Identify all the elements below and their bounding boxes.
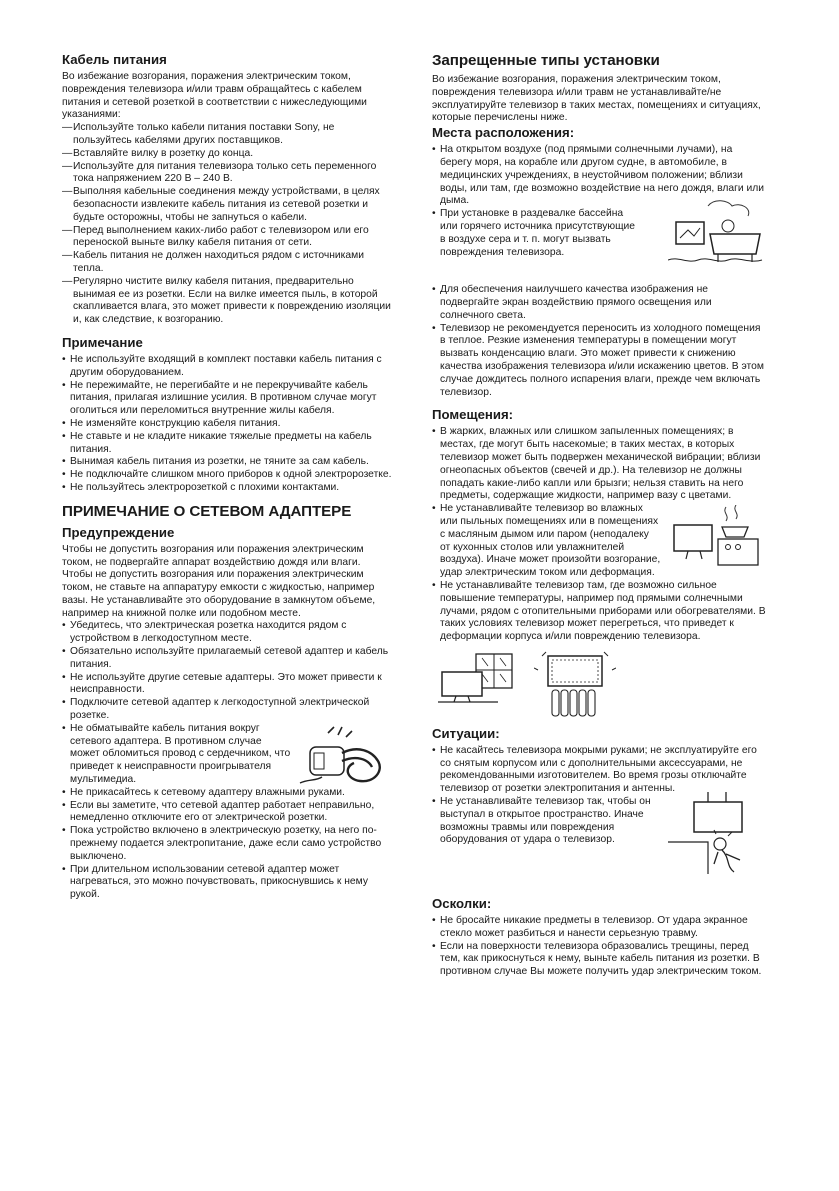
list-item: • Не касайтесь телевизора мокрыми руками; не эксплуатируйте его со снятым корпусом или с дополнительными аксессуарами, не рекомендованными изготовителем. Во время грозы отключайте телевизор от розетки электропитания и антенны. [432, 745, 767, 796]
list-item: • Не устанавливайте телевизор во влажных или пыльных помещениях или в помещениях с масляным дымом или паром (неподалеку от кухонных столов или увлажнителей воздуха). Иначе может произойти возгорание, удар электрическим током или деформация. [432, 503, 662, 580]
rooms-heading: Помещения: [432, 407, 514, 423]
adapter-heading: ПРИМЕЧАНИЕ О СЕТЕВОМ АДАПТЕРЕ [62, 502, 352, 520]
list-item: • Не устанавливайте телевизор там, где возможно сильное повышение температуры, например под прямыми солнечными лучами, рядом с отопительными приборами или обогревателями. В таких условиях телевизор может перегреться, что приведет к деформации корпуса и/или повреждению телевизора. [432, 580, 767, 644]
list-item: • При длительном использовании сетевой адаптер может нагреваться, это можно почувствовать, прикоснувшись к нему рукой. [62, 864, 392, 902]
adapter-pic-item-wrap [62, 723, 392, 787]
fragments-list [432, 915, 767, 979]
right-column [432, 52, 767, 987]
list-item: — Используйте только кабели питания поставки Sony, не пользуйтесь кабелями других поставщиков. [62, 122, 392, 148]
protrude-item-wrap [432, 796, 767, 882]
rooms-list [432, 426, 767, 503]
warning-heading: Предупреждение [62, 524, 175, 540]
heat-illustrations [438, 650, 767, 718]
warning-paragraph-2: Чтобы не допустить возгорания или поражения электрическим током, не ставьте на аппаратуру емкости с жидкостью, например вазы. Не устанавливайте это оборудование в замкнутом объеме, например на книжной полке или подобном месте. [62, 569, 376, 619]
note-section [62, 335, 392, 495]
list-item: • Не пережимайте, не перегибайте и не перекручивайте кабель питания, прилагая излишние усилия. В противном случае могут оголиться или переломиться внутренние жилы кабеля. [62, 380, 392, 418]
adapter-list-b [62, 787, 392, 902]
situations-section [432, 726, 767, 882]
adapter-cable-illustration [298, 725, 390, 793]
bath-tv-illustration [668, 194, 764, 270]
list-item: • Пока устройство включено в электрическую розетку, на него по-прежнему подается электропитание, даже если само устройство выключено. [62, 825, 392, 863]
note-list [62, 354, 392, 495]
list-item: • Не бросайте никакие предметы в телевизор. От удара экранное стекло может разбиться и нанести серьезную травму. [432, 915, 767, 941]
locations-list-2 [432, 284, 767, 399]
list-item: — Перед выполнением каких-либо работ с телевизором или его переноской выньте вилку кабеля питания от сети. [62, 225, 392, 251]
list-item: • При установке в раздевалке бассейна или горячего источника присутствующие в воздухе сера и т. п. могут вызвать повреждения телевизора. [432, 208, 642, 259]
locations-section [432, 125, 767, 399]
prohibited-intro: Во избежание возгорания, поражения электрическим током, повреждения телевизора и/или травм не устанавливайте/не эксплуатируйте телевизор в таких местах, помещениях и ситуациях, которые перечислены ниже. [432, 74, 761, 124]
list-item: • Не ставьте и не кладите никакие тяжелые предметы на кабель питания. [62, 431, 392, 457]
list-item: • Не подключайте слишком много приборов к одной электророзетке. [62, 469, 392, 482]
list-item: • Для обеспечения наилучшего качества изображения не подвергайте экран воздействию прямого освещения или солнечного света. [432, 284, 767, 322]
protrude-list [432, 796, 662, 847]
list-item: • Не пользуйтесь электророзеткой с плохими контактами. [62, 482, 392, 495]
list-item: • Не прикасайтесь к сетевому адаптеру влажными руками. [62, 787, 392, 800]
kitchen-tv-illustration [670, 505, 760, 567]
adapter-pic-list [62, 723, 292, 787]
power-cable-heading: Кабель питания [62, 52, 167, 67]
list-item: • Не обматывайте кабель питания вокруг сетевого адаптера. В противном случае может обломиться провод с сердечником, что приведет к неисправности проигрывателя мультимедиа. [62, 723, 292, 787]
list-item: — Кабель питания не должен находиться рядом с источниками тепла. [62, 250, 392, 276]
adapter-cable-icon [298, 725, 390, 793]
list-item: — Регулярно чистите вилку кабеля питания, предварительно вынимая ее из розетки. Если на вилке имеется пыль, в которой скапливается влага, это может привести к повреждению изоляции и, как следствие, к возгоранию. [62, 276, 392, 327]
kitchen-icon [670, 505, 760, 567]
kitchen-item-wrap [432, 503, 767, 580]
note-heading: Примечание [62, 334, 143, 350]
pool-item-wrap [432, 208, 767, 270]
rooms-list-2 [432, 580, 767, 644]
list-item: • Обязательно используйте прилагаемый сетевой адаптер и кабель питания. [62, 646, 392, 672]
list-item: • Не изменяйте конструкцию кабеля питания. [62, 418, 392, 431]
list-item: • Не используйте входящий в комплект поставки кабель питания с другим оборудованием. [62, 354, 392, 380]
sunlight-window-icon [438, 650, 516, 706]
power-cable-section [62, 52, 392, 327]
locations-heading: Места расположения: [432, 125, 575, 141]
list-item: • Если на поверхности телевизора образовались трещины, перед тем, как прикоснуться к нему, выньте кабель питания из розетки. В противном случае Вы можете получить удар электрическим током. [432, 941, 767, 979]
child-tv-illustration [668, 792, 754, 882]
adapter-section [62, 503, 392, 902]
list-item: • Телевизор не рекомендуется переносить из холодного помещения в теплое. Резкие изменения температуры в помещении могут вызвать конденсацию влаги. Это может привести к снижению качества изображения телевизора и/или искажению цветов. В этом случае дождитесь полного испарения влаги, прежде чем включать телевизор. [432, 323, 767, 400]
power-cable-list [62, 122, 392, 327]
list-item: • В жарких, влажных или слишком запыленных помещениях; в местах, где могут быть насекомые; в таких местах, в которых телевизор может быть подвержен механической вибрации; вблизи огнеопасных объектов (свечей и др.). На телевизор не должны попадать какие-либо капли или брызги; нельзя ставить на него предметы, содержащие жидкости, например вазу с цветами. [432, 426, 767, 503]
list-item: — Выполняя кабельные соединения между устройствами, в целях безопасности извлеките кабель питания из сетевой розетки и будьте осторожны, чтобы не запнуться о кабели. [62, 186, 392, 224]
bathtub-icon [668, 194, 764, 270]
kitchen-list [432, 503, 662, 580]
situations-heading: Ситуации: [432, 725, 500, 741]
power-cable-intro: Во избежание возгорания, поражения электрическим током, повреждения телевизора и/или травм обращайтесь с кабелем питания и сетевой розеткой в соответствии с нижеследующими указаниями: [62, 71, 367, 121]
situations-list [432, 745, 767, 796]
list-item: • На открытом воздухе (под прямыми солнечными лучами), на берегу моря, на корабле или другом судне, в автомобиле, в медицинских учреждениях, в неустойчивом положении; вблизи воды, или там, где возможно воздействие на него дождя, влаги или дыма. [432, 144, 767, 208]
fragments-section [432, 896, 767, 979]
rooms-section [432, 407, 767, 718]
radiator-heat-icon [534, 650, 616, 718]
list-item: • Убедитесь, что электрическая розетка находится рядом с устройством в легкодоступном месте. [62, 620, 392, 646]
list-item: — Вставляйте вилку в розетку до конца. [62, 148, 392, 161]
prohibited-heading: Запрещенные типы установки [432, 52, 660, 69]
warning-paragraph-1: Чтобы не допустить возгорания или поражения электрическим током, не подвергайте аппарат воздействию дождя или влаги. [62, 543, 364, 568]
left-column [62, 52, 392, 910]
list-item: • Не используйте другие сетевые адаптеры. Это может привести к неисправности. [62, 672, 392, 698]
list-item: • Если вы заметите, что сетевой адаптер работает неправильно, немедленно отключите его от электрической розетки. [62, 800, 392, 826]
list-item: — Используйте для питания телевизора только сеть переменного тока напряжением 220 В – 240 В. [62, 161, 392, 187]
list-item: • Подключите сетевой адаптер к легкодоступной электрической розетке. [62, 697, 392, 723]
pool-list [432, 208, 642, 259]
list-item: • Вынимая кабель питания из розетки, не тяните за сам кабель. [62, 456, 392, 469]
fragments-heading: Осколки: [432, 896, 492, 912]
adapter-list-a [62, 620, 392, 722]
list-item: • Не устанавливайте телевизор так, чтобы он выступал в открытое пространство. Иначе возможны травмы или повреждения оборудования от удара о телевизор. [432, 796, 662, 847]
child-bump-icon [668, 792, 754, 882]
